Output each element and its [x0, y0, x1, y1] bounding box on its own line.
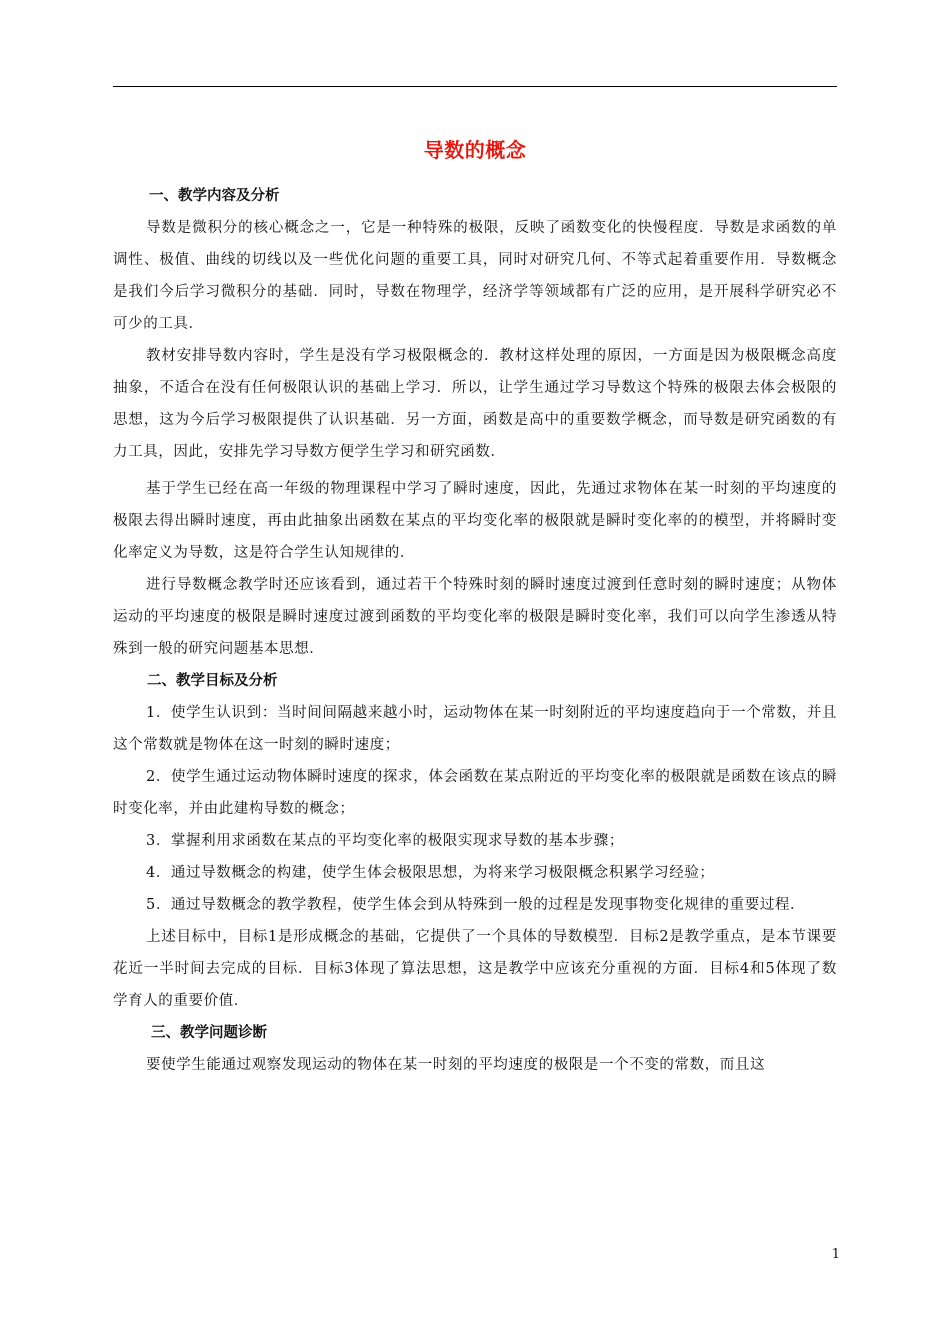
header-rule — [113, 86, 837, 87]
document-title: 导数的概念 — [423, 138, 527, 162]
section-heading-1: 一、教学内容及分析 — [149, 188, 280, 204]
list-item-goal-2: 2．使学生通过运动物体瞬时速度的探求，体会函数在某点附近的平均变化率的极限就是函数在该点的瞬时变化率，并由此建构导数的概念； — [113, 769, 837, 817]
document-body — [113, 180, 837, 1081]
page-number: 1 — [831, 1247, 840, 1262]
list-item-goal-5: 5．通过导数概念的教学教程，使学生体会到从特殊到一般的过程是发现事物变化规律的重要过程． — [146, 897, 806, 913]
list-item-goal-4: 4．通过导数概念的构建，使学生体会极限思想，为将来学习极限概念积累学习经验； — [146, 865, 715, 881]
paragraph: 上述目标中，目标1是形成概念的基础，它提供了一个具体的导数模型．目标2是教学重点，是本节课要花近一半时间去完成的目标．目标3体现了算法思想，这是教学中应该充分重视的方面．目标4和5体现了数学育人的重要价值． — [113, 929, 837, 1009]
paragraph: 要使学生能通过观察发现运动的物体在某一时刻的平均速度的极限是一个不变的常数，而且这 — [146, 1057, 766, 1073]
paragraph: 导数是微积分的核心概念之一，它是一种特殊的极限，反映了函数变化的快慢程度．导数是求函数的单调性、极值、曲线的切线以及一些优化问题的重要工具，同时对研究几何、不等式起着重要作用．导数概念是我们今后学习微积分的基础．同时，导数在物理学，经济学等领域都有广泛的应用，是开展科学研究必不可少的工具． — [113, 220, 837, 332]
section-heading-2: 二、教学目标及分析 — [147, 673, 278, 689]
list-item-goal-3: 3．掌握利用求函数在某点的平均变化率的极限实现求导数的基本步骤； — [146, 833, 624, 849]
paragraph: 教材安排导数内容时，学生是没有学习极限概念的．教材这样处理的原因，一方面是因为极限概念高度抽象，不适合在没有任何极限认识的基础上学习．所以，让学生通过学习导数这个特殊的极限去体会极限的思想，这为今后学习极限提供了认识基础．另一方面，函数是高中的重要数学概念，而导数是研究函数的有力工具，因此，安排先学习导数方便学生学习和研究函数． — [113, 348, 837, 460]
paragraph: 基于学生已经在高一年级的物理课程中学习了瞬时速度，因此，先通过求物体在某一时刻的平均速度的极限去得出瞬时速度，再由此抽象出函数在某点的平均变化率的极限就是瞬时变化率的的模型，并将瞬时变化率定义为导数，这是符合学生认知规律的． — [113, 481, 837, 561]
paragraph: 进行导数概念教学时还应该看到，通过若干个特殊时刻的瞬时速度过渡到任意时刻的瞬时速度；从物体运动的平均速度的极限是瞬时速度过渡到函数的平均变化率的极限是瞬时变化率，我们可以向学生渗透从特殊到一般的研究问题基本思想． — [113, 577, 837, 657]
list-item-goal-1: 1．使学生认识到：当时间间隔越来越小时，运动物体在某一时刻附近的平均速度趋向于一个常数，并且这个常数就是物体在这一时刻的瞬时速度； — [113, 705, 837, 753]
section-heading-3: 三、教学问题诊断 — [151, 1025, 267, 1041]
